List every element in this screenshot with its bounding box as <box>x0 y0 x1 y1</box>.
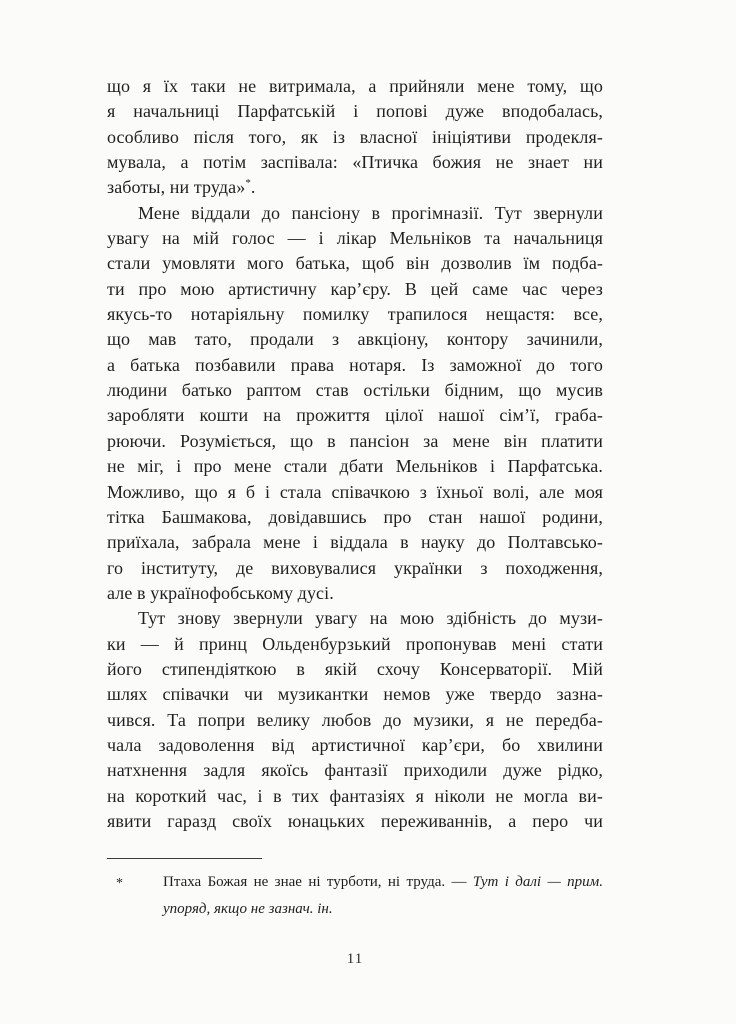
text-line <box>107 175 603 200</box>
text-line: Мене віддали до пансіону в прогімназії. Тут звернули <box>138 202 603 223</box>
text-line: натхнення задля якоїсь фантазії приходили дуже рідко, <box>107 760 603 781</box>
body-text <box>107 74 603 834</box>
paragraph <box>107 74 603 201</box>
text-line: шлях співачки чи музикантки немов уже твердо зазна- <box>107 684 603 705</box>
text-line: особливо після того, як із власної ініціятиви продекля- <box>107 126 603 147</box>
text-line: чився. Та попри велику любов до музики, я не передба- <box>107 709 603 730</box>
footnote-text-roman: Птаха Божая не знае ні турботи, ні труда. — <box>163 874 473 890</box>
paragraph <box>107 201 603 607</box>
text-line: якусь-то нотаріяльну помилку трапилося нещастя: все, <box>107 304 603 325</box>
text-line: Можливо, що я б і стала співачкою з їхньої волі, але моя <box>107 481 603 502</box>
text-line: мувала, а потім заспівала: «Птичка божия не знает ни <box>107 152 603 173</box>
text-line: заробляти кошти на прожиття цілої нашої сім’ї, граба- <box>107 405 603 426</box>
text-line: але в українофобському дусі. <box>107 582 334 603</box>
text-line: що мав тато, продали з авкціону, контору зачинили, <box>107 329 603 350</box>
footnote-line <box>163 869 603 896</box>
text-line: ти про мою артистичну кар’єру. В цей саме час через <box>107 278 603 299</box>
page-number: 11 <box>346 951 364 967</box>
footnote-marker: * <box>116 876 123 891</box>
text-line: на короткий час, і в тих фантазіях я ніколи не могла ви- <box>107 785 603 806</box>
text-line: не міг, і про мене стали дбати Мельніков і Парфатська. <box>107 456 603 477</box>
text-line: явити гаразд своїх юнацьких переживаннів, а перо чи <box>107 810 603 831</box>
footnote-divider <box>107 858 262 859</box>
text-line: що я їх таки не витримала, а прийняли мене тому, що <box>107 76 603 96</box>
text-line: ки — й принц Ольденбурзький пропонував мені стати <box>107 633 603 654</box>
text-line: рюючи. Розуміється, що в пансіон за мене він платити <box>107 430 603 451</box>
footnote <box>107 869 603 923</box>
footnote-text-italic: Тут і далі — прим. <box>472 874 603 890</box>
text-line: чала задоволення від артистичної кар’єри, бо хвилини <box>107 734 603 755</box>
paragraph <box>107 606 603 834</box>
text-line: стали умовляти мого батька, щоб він дозволив їм подба- <box>107 253 603 274</box>
text-line: я начальниці Парфатській і попові дуже вподобалась, <box>107 101 603 122</box>
text-line: людини батько раптом став остільки бідним, що мусив <box>107 380 603 401</box>
footnote-reference-mark: * <box>245 177 251 190</box>
text-line: го інституту, де виховувалися українки з походження, <box>107 557 603 578</box>
footnote-line: упоряд, якщо не зазнач. ін. <box>163 901 333 917</box>
footnote-text <box>163 869 603 923</box>
text-segment: . <box>250 177 256 198</box>
text-line: а батька позбавили права нотаря. Із заможної до того <box>107 354 603 375</box>
text-line: тітка Башмакова, довідавшись про стан нашої родини, <box>107 506 603 527</box>
text-segment: заботы, ни труда» <box>107 177 246 198</box>
text-line: увагу на мій голос — і лікар Мельніков та начальниця <box>107 228 603 249</box>
text-line: Тут знову звернули увагу на мою здібність до музи- <box>138 608 603 629</box>
text-line: його стипендіяткою в якій схочу Консерваторії. Мій <box>107 658 603 679</box>
text-line: приїхала, забрала мене і віддала в науку до Полтавсько- <box>107 532 603 553</box>
